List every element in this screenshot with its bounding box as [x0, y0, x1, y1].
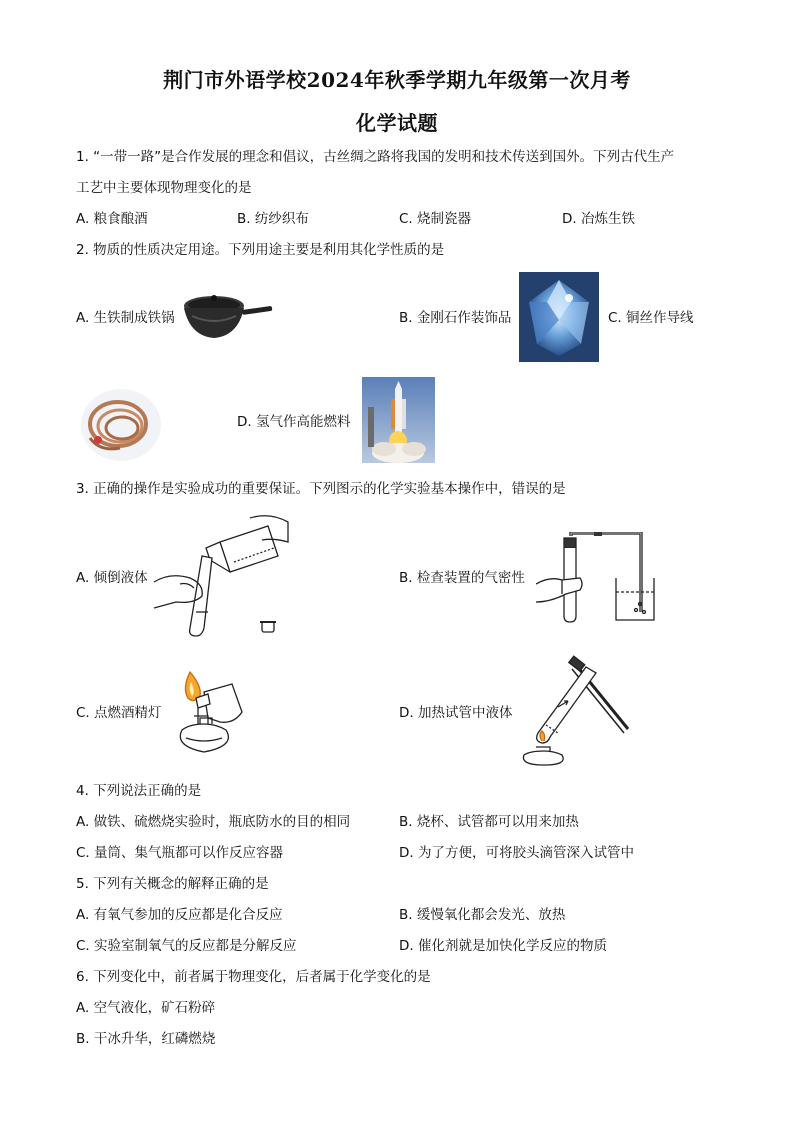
lighting-alcohol-lamp-diagram — [164, 668, 248, 756]
q6-option-a[interactable]: A. 空气液化，矿石粉碎 — [76, 1000, 216, 1016]
q5-option-d[interactable]: D. 催化剂就是加快化学反应的物质 — [399, 938, 607, 954]
q5-option-c[interactable]: C. 实验室制氧气的反应都是分解反应 — [76, 938, 297, 954]
q2-option-a[interactable]: A. 生铁制成铁锅 — [76, 310, 175, 326]
q4-option-b[interactable]: B. 烧杯、试管都可以用来加热 — [399, 814, 579, 830]
wok-pan-image — [182, 292, 274, 344]
q4-option-a[interactable]: A. 做铁、硫燃烧实验时，瓶底防水的目的相同 — [76, 814, 351, 830]
rocket-launch-image — [362, 377, 435, 463]
q5-stem: 5. 下列有关概念的解释正确的是 — [76, 876, 269, 892]
page-subtitle: 化学试题 — [356, 111, 438, 135]
q1-stem-cont: 工艺中主要体现物理变化的是 — [76, 180, 252, 196]
q1-option-c[interactable]: C. 烧制瓷器 — [399, 211, 472, 227]
q3-option-a[interactable]: A. 倾倒液体 — [76, 570, 148, 586]
airtightness-check-diagram — [536, 532, 660, 624]
q5-option-b[interactable]: B. 缓慢氧化都会发光、放热 — [399, 907, 566, 923]
q3-option-d[interactable]: D. 加热试管中液体 — [399, 705, 513, 721]
q4-stem: 4. 下列说法正确的是 — [76, 783, 202, 799]
q3-option-b[interactable]: B. 检查装置的气密性 — [399, 570, 525, 586]
q4-option-d[interactable]: D. 为了方便，可将胶头滴管深入试管中 — [399, 845, 634, 861]
q1-stem: 1. “一带一路”是合作发展的理念和倡议，古丝绸之路将我国的发明和技术传送到国外。下列古代生产 — [76, 149, 675, 165]
q1-option-d[interactable]: D. 冶炼生铁 — [562, 211, 635, 227]
heating-test-tube-diagram — [516, 655, 632, 767]
copper-wire-image — [80, 388, 162, 462]
q2-stem: 2. 物质的性质决定用途。下列用途主要是利用其化学性质的是 — [76, 242, 445, 258]
page-title: 荆门市外语学校2024年秋季学期九年级第一次月考 — [163, 68, 631, 92]
q6-option-b[interactable]: B. 干冰升华，红磷燃烧 — [76, 1031, 216, 1047]
q2-option-c[interactable]: C. 铜丝作导线 — [608, 310, 694, 326]
q3-option-c[interactable]: C. 点燃酒精灯 — [76, 705, 162, 721]
pouring-liquid-diagram — [150, 512, 290, 640]
q2-option-b[interactable]: B. 金刚石作装饰品 — [399, 310, 512, 326]
q5-option-a[interactable]: A. 有氧气参加的反应都是化合反应 — [76, 907, 283, 923]
q4-option-c[interactable]: C. 量筒、集气瓶都可以作反应容器 — [76, 845, 284, 861]
q1-option-a[interactable]: A. 粮食酿酒 — [76, 211, 148, 227]
q3-stem: 3. 正确的操作是实验成功的重要保证。下列图示的化学实验基本操作中，错误的是 — [76, 481, 566, 497]
diamond-image — [519, 272, 599, 362]
q6-stem: 6. 下列变化中，前者属于物理变化，后者属于化学变化的是 — [76, 969, 431, 985]
q1-option-b[interactable]: B. 纺纱织布 — [237, 211, 309, 227]
q2-option-d[interactable]: D. 氢气作高能燃料 — [237, 414, 351, 430]
